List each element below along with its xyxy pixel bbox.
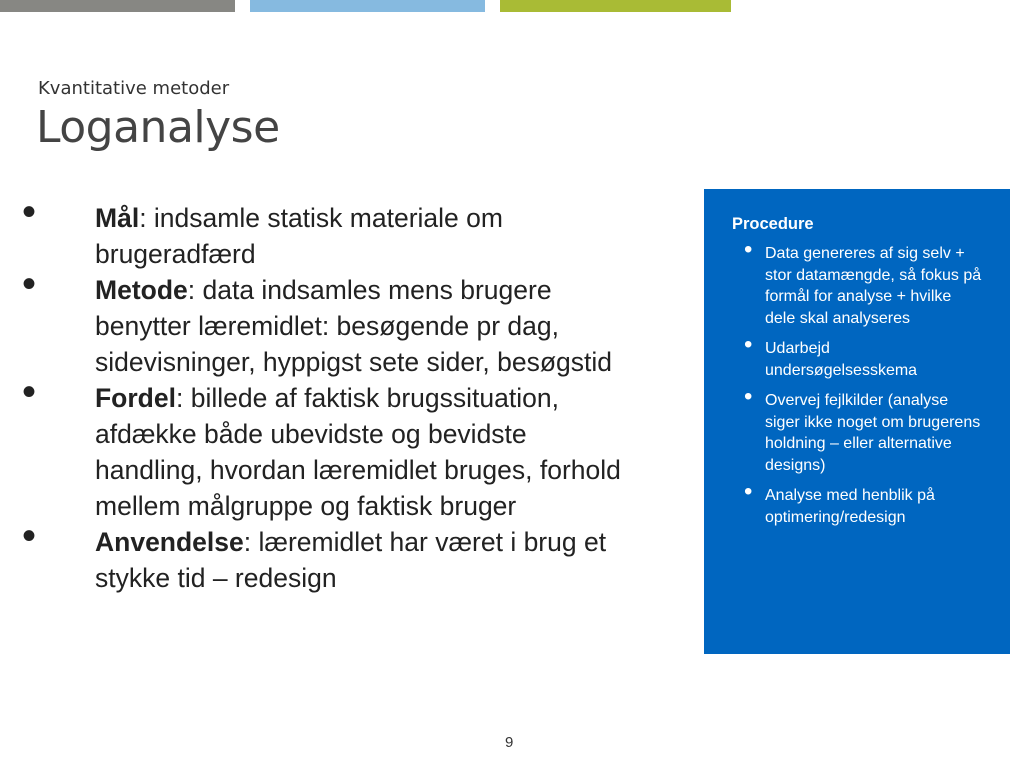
- bullet-item: [0, 262, 640, 380]
- procedure-heading: Procedure: [732, 215, 814, 233]
- bullet-item: [0, 190, 640, 272]
- bullet-icon: •: [22, 190, 37, 234]
- bullet-text: : læremidlet har været i brug et stykke tid – redesign: [95, 527, 607, 593]
- header-bar-gray: [0, 0, 235, 12]
- procedure-item: [704, 383, 983, 476]
- main-bullet-list: [0, 190, 621, 596]
- bullet-term: Mål: [95, 203, 140, 233]
- header-bar-blue: [250, 0, 485, 12]
- procedure-box: [704, 189, 1010, 654]
- bullet-text: : indsamle statisk materiale om brugeradfærd: [95, 203, 503, 269]
- procedure-item-text: Data genereres af sig selv + stor datamængde, så fokus på formål for analyse + hvilke dele skal analyseres: [765, 245, 982, 327]
- bullet-term: Anvendelse: [95, 527, 244, 557]
- bullet-icon: •: [22, 370, 37, 414]
- bullet-term: Fordel: [95, 383, 176, 413]
- bullet-item: [0, 370, 640, 524]
- bullet-icon: •: [744, 331, 753, 358]
- bullet-icon: •: [744, 478, 753, 505]
- slide-subtitle: Kvantitative metoder: [38, 78, 230, 99]
- bullet-icon: •: [744, 383, 753, 410]
- bullet-text: : billede af faktisk brugssituation, afdække både ubevidste og bevidste handling, hvordan læremidlet bruges, forhold mellem målgruppe og faktisk bruger: [95, 383, 621, 521]
- header-bar-green: [500, 0, 731, 12]
- procedure-item-text: Overvej fejlkilder (analyse siger ikke noget om brugerens holdning – eller alternative designs): [765, 392, 981, 474]
- procedure-item: [704, 236, 983, 329]
- bullet-icon: •: [22, 514, 37, 558]
- bullet-icon: •: [744, 236, 753, 263]
- procedure-item: [704, 478, 983, 528]
- procedure-item-text: Udarbejd undersøgelsesskema: [765, 340, 918, 379]
- bullet-icon: •: [22, 262, 37, 306]
- procedure-item: [704, 331, 983, 381]
- bullet-item: [0, 514, 640, 596]
- bullet-term: Metode: [95, 275, 188, 305]
- page-number: 9: [505, 734, 514, 751]
- bullet-text: : data indsamles mens brugere benytter læremidlet: besøgende pr dag, sidevisninger, hyppigst sete sider, besøgstid: [95, 275, 613, 377]
- slide-title: Loganalyse: [36, 102, 280, 153]
- procedure-item-text: Analyse med henblik på optimering/redesign: [765, 487, 935, 526]
- procedure-list: [704, 236, 983, 537]
